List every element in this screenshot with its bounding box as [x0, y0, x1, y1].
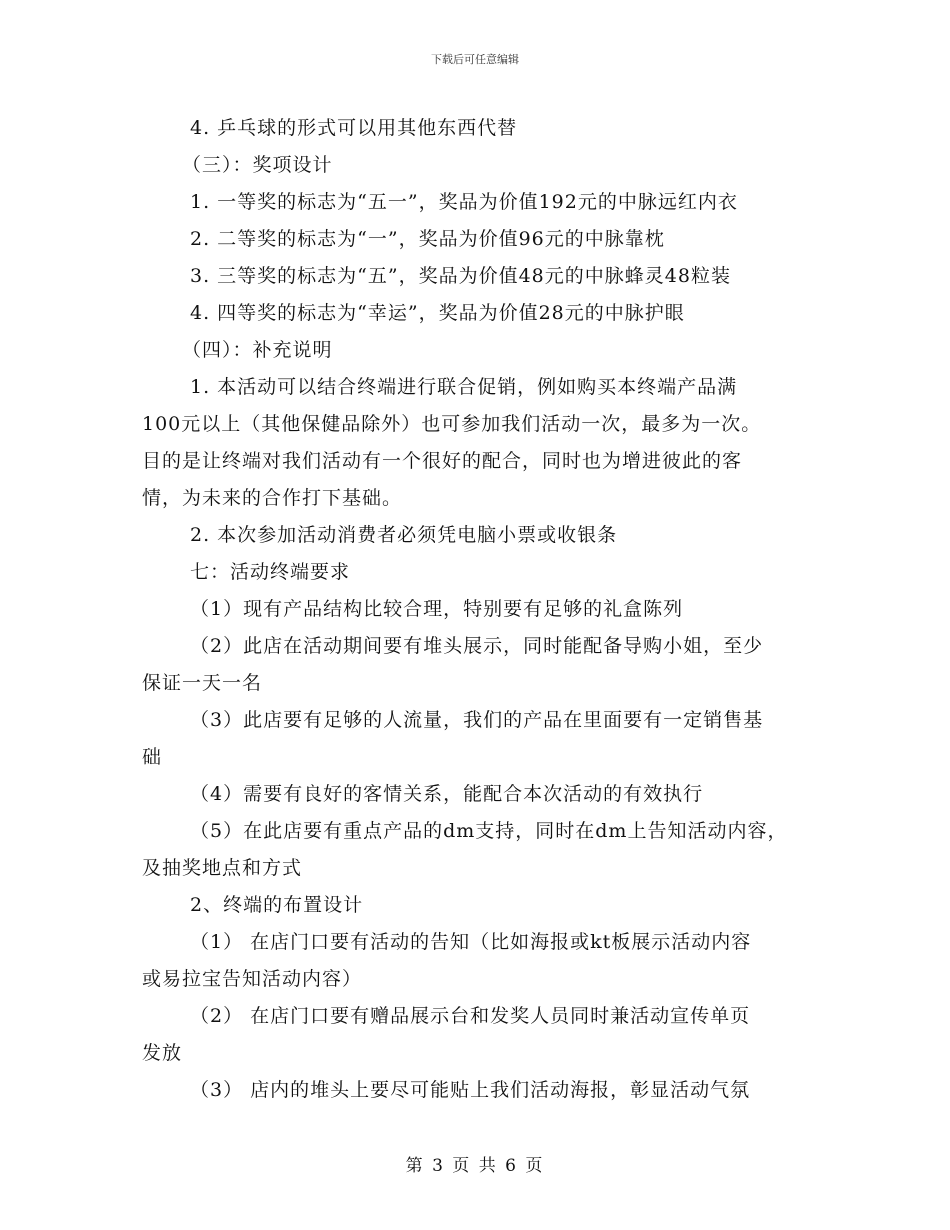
paragraph-line: 及抽奖地点和方式 — [142, 857, 303, 879]
section-heading: （三）：奖项设计 — [182, 154, 333, 176]
document-body — [142, 110, 812, 1109]
paragraph-line: 础 — [142, 746, 163, 768]
paragraph-line: 1. 本活动可以结合终端进行联合促销，例如购买本终端产品满 — [190, 376, 738, 398]
paragraph-line: 1. 一等奖的标志为“五一”，奖品为价值192元的中脉远红内衣 — [190, 191, 738, 213]
paragraph-line: （2） 在店门口要有赠品展示台和发奖人员同时兼活动宣传单页 — [190, 1005, 751, 1027]
section-heading: （四）：补充说明 — [182, 339, 333, 361]
paragraph-line: （5）在此店要有重点产品的dm支持，同时在dm上告知活动内容， — [190, 820, 788, 842]
paragraph-line: （4）需要有良好的客情关系，能配合本次活动的有效执行 — [190, 783, 704, 805]
page-footer: 第 3 页 共 6 页 — [405, 1156, 545, 1176]
paragraph-line: （3） 店内的堆头上要尽可能贴上我们活动海报，彰显活动气氛 — [190, 1079, 751, 1101]
paragraph-line: 2. 本次参加活动消费者必须凭电脑小票或收银条 — [190, 524, 618, 546]
paragraph-line: 4. 四等奖的标志为“幸运”，奖品为价值28元的中脉护眼 — [190, 302, 685, 324]
paragraph-line: 保证一天一名 — [142, 672, 263, 694]
paragraph-line: 3. 三等奖的标志为“五”，奖品为价值48元的中脉蜂灵48粒装 — [190, 265, 731, 287]
paragraph-line: 2. 二等奖的标志为“一”，奖品为价值96元的中脉靠枕 — [190, 228, 665, 250]
paragraph-line: （3）此店要有足够的人流量，我们的产品在里面要有一定销售基 — [190, 709, 764, 731]
section-heading: 2、终端的布置设计 — [190, 894, 364, 916]
paragraph-line: 目的是让终端对我们活动有一个很好的配合，同时也为增进彼此的客 — [142, 450, 743, 472]
paragraph-line: 4. 乒乓球的形式可以用其他东西代替 — [190, 117, 518, 139]
paragraph-line: 100元以上（其他保健品除外）也可参加我们活动一次，最多为一次。 — [142, 413, 762, 435]
paragraph-line: 发放 — [142, 1042, 183, 1064]
paragraph-line: （2）此店在活动期间要有堆头展示，同时能配备导购小姐，至少 — [190, 635, 764, 657]
paragraph-line: 情，为未来的合作打下基础。 — [142, 487, 403, 509]
page-header: 下载后可任意编辑 — [431, 53, 519, 66]
paragraph-line: 或易拉宝告知活动内容） — [142, 968, 363, 990]
paragraph-line: （1） 在店门口要有活动的告知（比如海报或kt板展示活动内容 — [190, 931, 752, 953]
paragraph-line: （1）现有产品结构比较合理，特别要有足够的礼盒陈列 — [190, 598, 684, 620]
section-heading: 七：活动终端要求 — [190, 561, 351, 583]
